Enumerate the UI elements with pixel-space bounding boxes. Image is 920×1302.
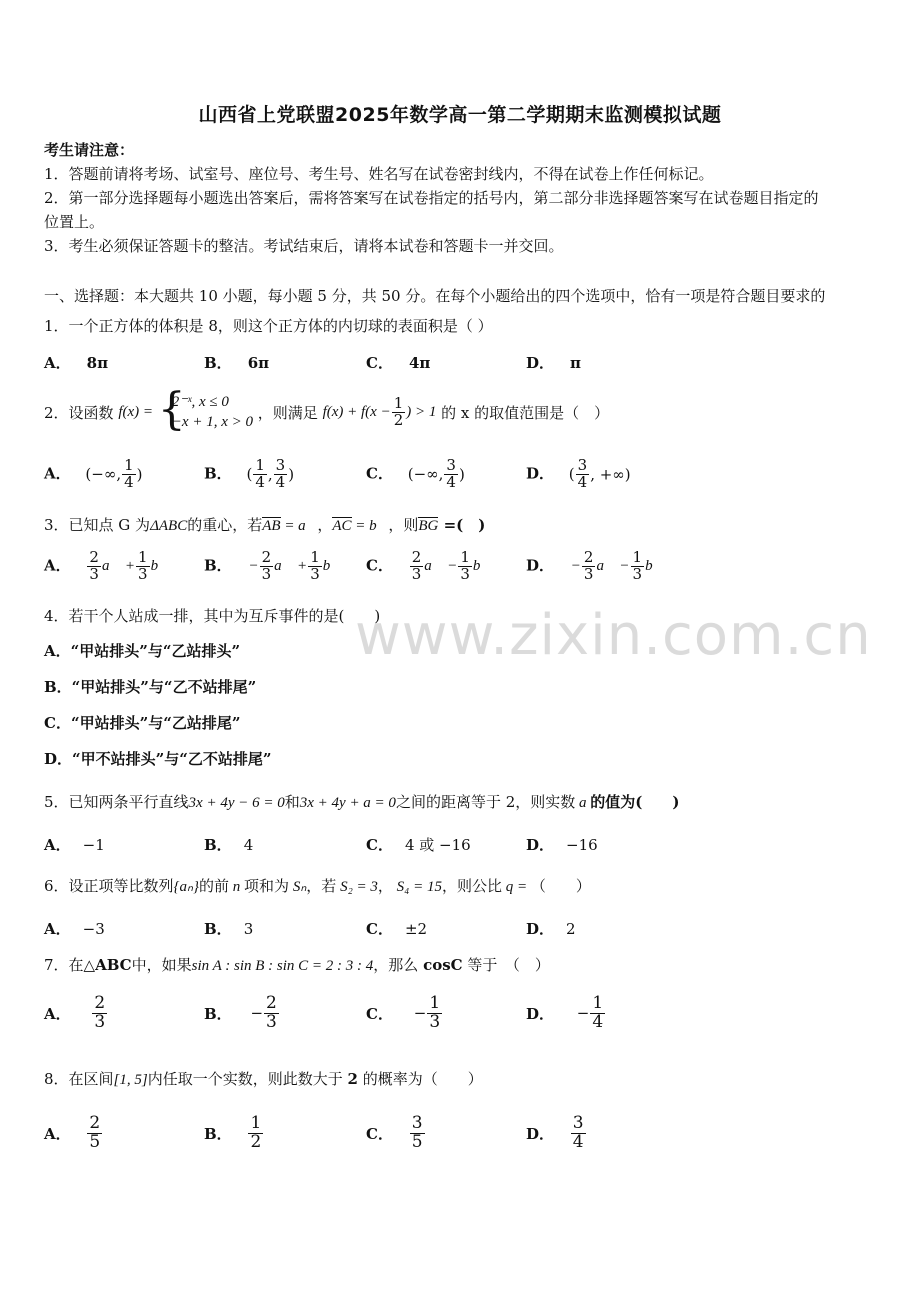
question-5-part: 的值为( ): [590, 793, 680, 811]
question-2-suffix: 的 x 的取值范围是（ ）: [441, 403, 610, 422]
numerator: 1: [592, 993, 604, 1013]
numerator: 1: [310, 548, 320, 566]
q7-option-a: [44, 995, 108, 1032]
question-3-part: 3．已知点 G 为: [44, 516, 151, 534]
q2-option-d: [526, 458, 631, 491]
numerator: 2: [261, 548, 272, 566]
denominator: 5: [89, 1131, 101, 1152]
question-3-eq: = b⃗: [351, 518, 389, 534]
option-label: C．: [366, 354, 393, 372]
fraction: [248, 1115, 263, 1152]
question-7-part: 等于 （ ）: [462, 956, 550, 974]
option-label: B．: [204, 920, 232, 938]
question-3: [44, 514, 485, 535]
denominator: 3: [411, 564, 422, 583]
numerator: 2: [583, 548, 594, 566]
option-label: C．: [366, 1004, 393, 1023]
notice-heading: 考生请注意：: [44, 141, 135, 159]
question-8-part: 的概率为（ ）: [357, 1070, 483, 1088]
question-6-part: ，则公比: [442, 877, 503, 895]
denominator: 3: [94, 1011, 106, 1032]
question-8-num: 2: [347, 1070, 358, 1088]
option-label: A．: [44, 836, 71, 854]
numerator: 1: [460, 548, 470, 566]
numerator: 2: [266, 993, 277, 1013]
question-7-ratio: sin A : sin B : sin C = 2 : 3 : 4: [191, 958, 374, 974]
question-8: [44, 1068, 483, 1089]
q3-option-b: [204, 550, 342, 583]
numerator: 1: [632, 548, 643, 566]
option-mid: ,: [267, 465, 273, 484]
fraction: [253, 458, 267, 491]
numerator: 1: [255, 456, 265, 474]
denominator: 5: [411, 1131, 423, 1152]
q4-option-c: C．“甲站排头”与“乙站排尾”: [44, 714, 241, 732]
q8-option-d: [526, 1115, 587, 1152]
numerator: 1: [124, 456, 134, 474]
option-label: D．: [526, 464, 555, 483]
question-2-fx: f(x) =: [118, 403, 154, 420]
denominator: 3: [138, 564, 148, 583]
option-term: a⃗ −: [424, 557, 458, 574]
q8-option-b: [204, 1115, 264, 1152]
question-3-part: ，则: [388, 516, 419, 534]
fraction: [122, 458, 136, 491]
option-value: 4: [243, 836, 254, 854]
q5-option-d: [526, 834, 598, 855]
q4-option-a: A．“甲站排头”与“乙站排头”: [44, 642, 241, 660]
section-heading: 一、选择题：本大题共 10 小题，每小题 5 分，共 50 分。在每个小题给出的四个选项中，恰有一项是符合题目要求的: [44, 287, 826, 305]
numerator: 2: [89, 548, 99, 566]
option-label: A．: [44, 556, 71, 575]
denominator: 4: [124, 472, 134, 491]
option-pre: (−∞,: [85, 465, 122, 484]
q4-option-d: D．“甲不站排头”与“乙不站排尾”: [44, 750, 272, 768]
fraction: [444, 458, 458, 491]
question-2: [44, 384, 610, 435]
fraction: [92, 995, 107, 1032]
q4-option-b: B．“甲站排头”与“乙不站排尾”: [44, 678, 257, 696]
question-3-part: =( ): [438, 516, 486, 534]
q6-option-a: [44, 918, 105, 939]
option-term: a⃗ +: [274, 557, 308, 574]
q2-option-b: [204, 458, 294, 491]
option-label: A．: [44, 920, 71, 938]
page-title: 山西省上党联盟2025年数学高一第二学期期末监测模拟试题: [198, 104, 722, 126]
question-7-cos: cosC: [423, 956, 463, 974]
question-8-interval: [1, 5]: [113, 1072, 148, 1088]
option-label: A．: [44, 1124, 71, 1143]
question-8-part: 内任取一个实数，则此数大于: [147, 1070, 348, 1088]
numerator: 1: [138, 548, 148, 566]
option-term: b⃗: [322, 557, 342, 574]
q2-option-c: [366, 458, 465, 491]
question-7-part: 中，如果: [131, 956, 192, 974]
numerator: 1: [393, 394, 404, 412]
q3-option-c: [366, 550, 492, 583]
option-value: π: [570, 354, 581, 372]
piece-case-1: 2⁻ˣ, x ≤ 0: [171, 394, 229, 410]
question-3-part: ，: [317, 516, 333, 534]
fraction: [571, 1115, 586, 1152]
question-6-sn: Sₙ: [289, 879, 307, 895]
option-label: D．: [526, 354, 555, 372]
denominator: 3: [266, 1011, 277, 1032]
fraction: [410, 550, 424, 583]
option-label: C．: [366, 1124, 393, 1143]
option-label: C．: [366, 920, 393, 938]
fraction: [590, 995, 605, 1032]
numerator: 3: [577, 456, 588, 474]
q8-option-c: [366, 1115, 426, 1152]
option-sign: −: [413, 1004, 427, 1023]
option-label: D．: [526, 920, 555, 938]
numerator: 2: [411, 548, 422, 566]
denominator: 2: [393, 410, 404, 429]
option-label: D．: [526, 1004, 555, 1023]
denominator: 2: [250, 1131, 262, 1152]
fraction: [582, 550, 596, 583]
denominator: 4: [577, 472, 588, 491]
q1-option-a: [44, 352, 108, 373]
option-term: a⃗ +: [101, 557, 136, 574]
question-6: [44, 875, 591, 896]
question-1-text: 1．一个正方体的体积是 8，则这个正方体的内切球的表面积是（ ）: [44, 317, 493, 335]
piecewise-function: [157, 384, 253, 435]
brace-glyph: {: [157, 384, 186, 435]
question-6-part: （ ）: [530, 877, 591, 895]
option-term: a⃗ −: [596, 557, 630, 574]
option-label: A．: [44, 354, 71, 372]
q2-option-a: [44, 458, 143, 491]
denominator: 3: [632, 564, 643, 583]
option-label: D．: [526, 836, 555, 854]
denominator: 3: [89, 564, 99, 583]
question-6-q: q =: [502, 879, 531, 895]
option-label: A．: [44, 1004, 71, 1023]
fraction: [274, 458, 288, 491]
numerator: 2: [89, 1113, 101, 1133]
question-6-part: 的前: [199, 877, 230, 895]
option-value: −3: [82, 920, 105, 938]
question-6-seq: {aₙ}: [173, 879, 200, 895]
q7-option-d: [526, 995, 606, 1032]
q7-option-b: [204, 995, 280, 1032]
option-term: −: [570, 557, 581, 574]
question-6-part: ，若: [306, 877, 337, 895]
fraction: [458, 550, 472, 583]
question-3-part: 的重心，若: [187, 516, 263, 534]
denominator: 4: [255, 472, 265, 491]
option-value: −16: [566, 836, 598, 854]
option-value: 4π: [408, 354, 431, 372]
q1-option-d: [526, 352, 581, 373]
fraction: [264, 995, 279, 1032]
option-term: b⃗: [150, 557, 170, 574]
option-sign: −: [250, 1004, 264, 1023]
q5-option-b: [204, 834, 253, 855]
option-term: b⃗: [645, 557, 665, 574]
numerator: 3: [411, 1113, 423, 1133]
denominator: 3: [460, 564, 470, 583]
fraction: [392, 396, 406, 429]
question-7-part: ，那么: [373, 956, 424, 974]
fraction: [410, 1115, 425, 1152]
question-6-n: n: [229, 879, 245, 895]
notice-item-2: 2．第一部分选择题每小题选出答案后，需将答案写在试卷指定的括号内，第二部分非选择题答案写在试卷题目指定的: [44, 189, 819, 207]
question-5: [44, 791, 679, 812]
denominator: 3: [583, 564, 594, 583]
denominator: 3: [310, 564, 320, 583]
fraction: [87, 550, 101, 583]
question-7: [44, 954, 550, 975]
vector-bg: BG: [418, 518, 439, 534]
option-label: B．: [204, 1004, 232, 1023]
question-2-mid: ，则满足: [257, 403, 318, 422]
option-label: C．: [366, 836, 393, 854]
option-value: 4 或 −16: [404, 836, 471, 854]
option-label: B．: [204, 836, 232, 854]
question-5-part: 之间的距离等于 2，则实数: [395, 793, 576, 811]
question-5-line-1: 3x + 4y − 6 = 0: [188, 795, 285, 811]
question-2-prefix: 2．设函数: [44, 403, 114, 422]
q7-option-c: [366, 995, 443, 1032]
numerator: 1: [429, 993, 441, 1013]
fraction: [260, 550, 274, 583]
option-value: 6π: [247, 354, 270, 372]
question-5-var: a: [575, 795, 591, 811]
denominator: 4: [275, 472, 286, 491]
denominator: 4: [572, 1131, 584, 1152]
option-pre: (: [246, 465, 253, 484]
option-value: 8π: [86, 354, 109, 372]
option-label: D．: [526, 556, 555, 575]
vector-ac: AC: [332, 518, 352, 534]
fraction: [576, 458, 590, 491]
option-label: C．: [366, 464, 393, 483]
question-6-s2: S₂ = 3: [336, 879, 378, 895]
q8-option-a: [44, 1115, 103, 1152]
question-7-part: 7．在: [44, 956, 84, 974]
q6-option-d: [526, 918, 576, 939]
fraction: [308, 550, 322, 583]
option-value: −1: [82, 836, 105, 854]
question-6-s4: S₄ = 15: [392, 879, 443, 895]
fraction: [87, 1115, 102, 1152]
question-3-eq: = a⃗: [280, 518, 318, 534]
fraction: [427, 995, 442, 1032]
question-6-part: 6．设正项等比数列: [44, 877, 174, 895]
fraction: [631, 550, 645, 583]
q3-option-d: [526, 550, 664, 583]
q5-option-c: [366, 834, 471, 855]
question-5-line-2: 3x + 4y + a = 0: [299, 795, 396, 811]
question-6-part: 项和为: [244, 877, 290, 895]
piece-case-2: −x + 1, x > 0: [171, 414, 253, 431]
denominator: 3: [261, 564, 272, 583]
q1-option-b: [204, 352, 269, 373]
numerator: 3: [572, 1113, 584, 1133]
question-2-cond-a: f(x) + f(x −: [322, 403, 391, 420]
option-value: 3: [243, 920, 254, 938]
numerator: 3: [446, 456, 456, 474]
q3-option-a: [44, 550, 170, 583]
q5-option-a: [44, 834, 105, 855]
vector-ab: AB: [262, 518, 281, 534]
question-5-part: 和: [284, 793, 300, 811]
option-post: ): [136, 465, 143, 484]
fraction: [136, 550, 150, 583]
option-pre: (: [568, 465, 575, 484]
denominator: 4: [446, 472, 456, 491]
option-term: −: [248, 557, 259, 574]
option-label: B．: [204, 354, 232, 372]
numerator: 2: [94, 993, 106, 1013]
q6-option-c: [366, 918, 427, 939]
option-label: B．: [204, 556, 232, 575]
question-5-part: 5．已知两条平行直线: [44, 793, 189, 811]
option-post: ): [288, 465, 295, 484]
option-value: 2: [566, 920, 576, 938]
question-8-part: 8．在区间: [44, 1070, 114, 1088]
notice-item-2-cont: 位置上。: [44, 213, 105, 231]
option-term: b⃗: [472, 557, 493, 574]
numerator: 1: [250, 1113, 262, 1133]
notice-item-3: 3．考生必须保证答题卡的整洁。考试结束后，请将本试卷和答题卡一并交回。: [44, 237, 564, 255]
question-2-cond-b: ) > 1: [406, 403, 437, 420]
question-3-triangle: ΔABC: [150, 518, 188, 534]
watermark: www.zixin.com.cn: [355, 603, 872, 668]
option-sign: −: [576, 1004, 590, 1023]
numerator: 3: [275, 456, 286, 474]
option-label: D．: [526, 1124, 555, 1143]
denominator: 4: [592, 1011, 604, 1032]
option-post: ): [458, 465, 465, 484]
option-label: A．: [44, 464, 71, 483]
option-post: , +∞): [590, 465, 631, 484]
q1-option-c: [366, 352, 430, 373]
question-4: 4．若干个人站成一排，其中为互斥事件的是( ): [44, 607, 381, 625]
notice-item-1: 1．答题前请将考场、试室号、座位号、考生号、姓名写在试卷密封线内，不得在试卷上作任何标记。: [44, 165, 714, 183]
option-label: C．: [366, 556, 393, 575]
question-7-triangle: △ABC: [83, 956, 132, 974]
option-label: B．: [204, 1124, 232, 1143]
question-1: [44, 315, 493, 336]
denominator: 3: [429, 1011, 441, 1032]
option-value: ±2: [404, 920, 428, 938]
option-pre: (−∞,: [407, 465, 444, 484]
question-6-part: ，: [377, 877, 393, 895]
option-label: B．: [204, 464, 232, 483]
q6-option-b: [204, 918, 253, 939]
